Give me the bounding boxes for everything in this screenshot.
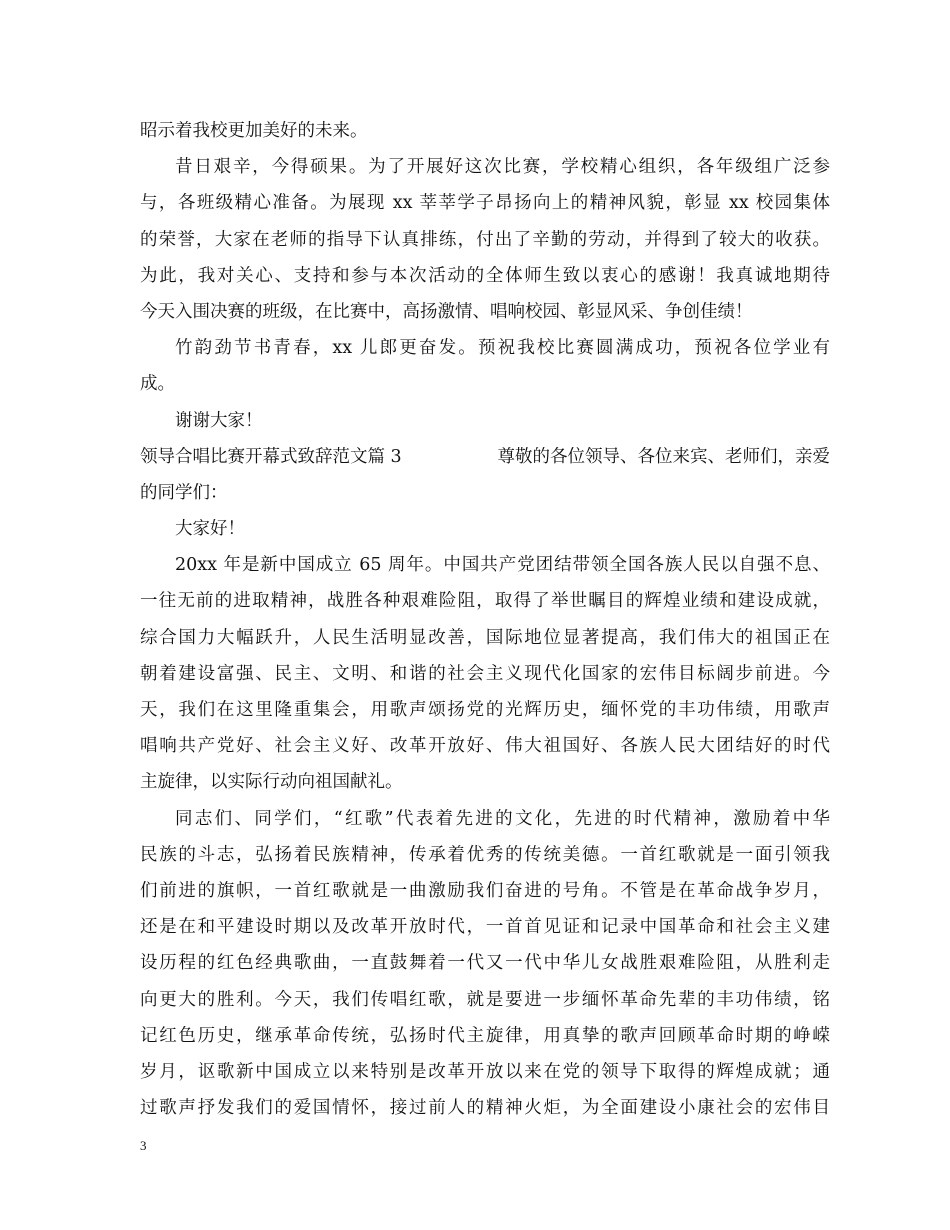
text-line: 20xx 年是新中国成立 65 周年。中国共产党团结带领全国各族人民以自强不息、 xyxy=(175,555,830,576)
text-line: 还是在和平建设时期以及改革开放时代，一首首见证和记录中国革命和社会主义建 xyxy=(140,917,830,938)
text-line: 的荣誉，大家在老师的指导下认真排练，付出了辛勤的劳动，并得到了较大的收获。 xyxy=(140,229,830,250)
text-line: 同志们、同学们，“红歌”代表着先进的文化，先进的时代精神，激励着中华 xyxy=(175,808,830,829)
text-line: 朝着建设富强、民主、文明、和谐的社会主义现代化国家的宏伟目标阔步前进。今 xyxy=(140,663,830,684)
text-line: 昭示着我校更加美好的未来。 xyxy=(140,121,368,141)
text-line: 成。 xyxy=(140,374,175,395)
text-line: 今天入围决赛的班级，在比赛中，高扬激情、唱响校园、彰显风采、争创佳绩！ xyxy=(140,301,753,322)
text-line: 唱响共产党好、社会主义好、改革开放好、伟大祖国好、各族人民大团结好的时代 xyxy=(140,736,830,757)
text-line: 与，各班级精心准备。为展现 xx 莘莘学子昂扬向上的精神风貌，彰显 xx 校园集体 xyxy=(140,193,830,214)
text-line: 为此，我对关心、支持和参与本次活动的全体师生致以衷心的感谢！我真诚地期待 xyxy=(140,265,830,286)
text-line: 主旋律，以实际行动向祖国献礼。 xyxy=(140,772,403,793)
text-line: 设历程的红色经典歌曲，一直鼓舞着一代又一代中华儿女战胜艰难险阻，从胜利走 xyxy=(140,953,830,974)
section-title: 领导合唱比赛开幕式致辞范文篇 3 xyxy=(140,446,402,467)
text-line: 的同学们： xyxy=(140,482,228,503)
text-line: 天，我们在这里隆重集会，用歌声颂扬党的光辉历史，缅怀党的丰功伟绩，用歌声 xyxy=(140,700,830,720)
text-line: 昔日艰辛，今得硕果。为了开展好这次比赛，学校精心组织，各年级组广泛参 xyxy=(175,157,830,178)
text-line: 记红色历史，继承革命传统，弘扬时代主旋律，用真挚的歌声回顾革命时期的峥嵘 xyxy=(140,1025,830,1046)
text-line: 竹韵劲节书青春，xx 儿郎更奋发。预祝我校比赛圆满成功，预祝各位学业有 xyxy=(175,338,830,359)
text-line: 综合国力大幅跃升，人民生活明显改善，国际地位显著提高，我们伟大的祖国正在 xyxy=(140,627,830,648)
salutation-text: 尊敬的各位领导、各位来宾、老师们，亲爱 xyxy=(497,446,830,467)
text-line: 们前进的旗帜，一首红歌就是一曲激励我们奋进的号角。不管是在革命战争岁月， xyxy=(140,880,830,901)
text-line: 过歌声抒发我们的爱国情怀，接过前人的精神火炬，为全面建设小康社会的宏伟目 xyxy=(140,1098,830,1119)
text-line: 大家好！ xyxy=(175,519,245,540)
page-number: 3 xyxy=(140,1138,147,1153)
text-line: 谢谢大家！ xyxy=(175,410,263,431)
text-line: 向更大的胜利。今天，我们传唱红歌，就是要进一步缅怀革命先辈的丰功伟绩，铭 xyxy=(140,989,830,1010)
text-line: 民族的斗志，弘扬着民族精神，传承着优秀的传统美德。一首红歌就是一面引领我 xyxy=(140,844,830,865)
section-heading-line xyxy=(140,439,830,475)
body-text xyxy=(140,113,830,1126)
text-line: 岁月，讴歌新中国成立以来特别是改革开放以来在党的领导下取得的辉煌成就；通 xyxy=(140,1061,830,1082)
text-line: 一往无前的进取精神，战胜各种艰难险阻，取得了举世瞩目的辉煌业绩和建设成就， xyxy=(140,591,830,612)
